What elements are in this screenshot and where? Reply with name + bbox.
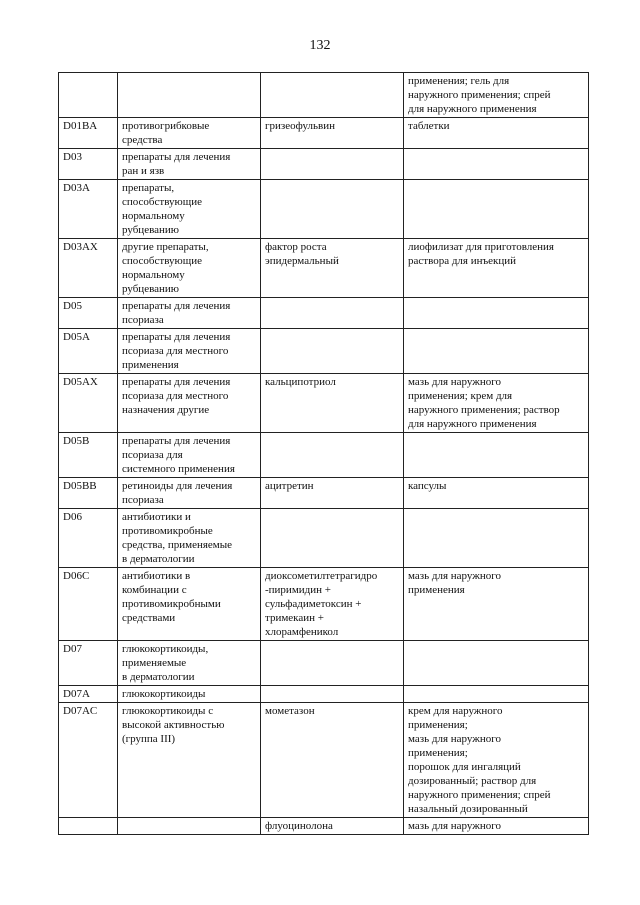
group-cell — [118, 374, 261, 433]
dosage-form-cell — [404, 73, 589, 118]
substance-cell — [261, 239, 404, 298]
group-cell-line: ран и язв — [122, 165, 165, 177]
table-row — [59, 641, 589, 686]
dosage-form-cell-line: крем для наружного — [408, 705, 503, 717]
substance-cell — [261, 149, 404, 180]
dosage-form-cell — [404, 568, 589, 641]
group-cell-line: антибиотики в — [122, 570, 191, 582]
group-cell-line: системного применения — [122, 463, 235, 475]
substance-cell-line: мометазон — [265, 705, 315, 717]
atc-code-cell: D03 — [59, 149, 118, 180]
group-cell-line: в дерматологии — [122, 671, 195, 683]
dosage-form-cell-line: применения; гель для — [408, 75, 510, 87]
dosage-form-cell-line: дозированный; раствор для — [408, 775, 537, 787]
table-body — [59, 73, 589, 835]
atc-code-cell: D05B — [59, 433, 118, 478]
group-cell — [118, 818, 261, 835]
table-row — [59, 118, 589, 149]
table-row — [59, 73, 589, 118]
substance-cell — [261, 509, 404, 568]
group-cell — [118, 239, 261, 298]
group-cell-line: (группа III) — [122, 733, 176, 745]
dosage-form-cell — [404, 374, 589, 433]
dosage-form-cell-line: применения; — [408, 719, 468, 731]
drug-table — [58, 72, 589, 835]
group-cell-line: препараты для лечения — [122, 435, 231, 447]
group-cell-line: средствами — [122, 612, 176, 624]
table-row — [59, 180, 589, 239]
atc-code-cell: D06 — [59, 509, 118, 568]
group-cell — [118, 180, 261, 239]
dosage-form-cell — [404, 329, 589, 374]
dosage-form-cell-line: мазь для наружного — [408, 820, 501, 832]
dosage-form-cell — [404, 118, 589, 149]
dosage-form-cell-line: применения; крем для — [408, 390, 513, 402]
group-cell-line: ретиноиды для лечения — [122, 480, 233, 492]
atc-code-cell: D03AX — [59, 239, 118, 298]
atc-code-cell — [59, 73, 118, 118]
group-cell — [118, 478, 261, 509]
table-row — [59, 433, 589, 478]
substance-cell — [261, 686, 404, 703]
group-cell-line: рубцеванию — [122, 224, 179, 236]
group-cell-line: противомикробными — [122, 598, 221, 610]
table-row — [59, 568, 589, 641]
group-cell — [118, 298, 261, 329]
group-cell-line: рубцеванию — [122, 283, 179, 295]
dosage-form-cell-line: применения — [408, 584, 465, 596]
table-row — [59, 329, 589, 374]
group-cell-line: назначения другие — [122, 404, 210, 416]
substance-cell — [261, 329, 404, 374]
group-cell-line: противогрибковые — [122, 120, 210, 132]
atc-code-cell: D06C — [59, 568, 118, 641]
table-row — [59, 149, 589, 180]
atc-code-cell: D07 — [59, 641, 118, 686]
substance-cell-line: флуоцинолона — [265, 820, 333, 832]
substance-cell-line: диоксометилтетрагидро — [265, 570, 378, 582]
table-row — [59, 818, 589, 835]
substance-cell — [261, 478, 404, 509]
group-cell-line: антибиотики и — [122, 511, 191, 523]
group-cell-line: противомикробные — [122, 525, 213, 537]
substance-cell-line: эпидермальный — [265, 255, 339, 267]
group-cell-line: псориаза для — [122, 449, 183, 461]
substance-cell — [261, 374, 404, 433]
dosage-form-cell — [404, 433, 589, 478]
dosage-form-cell — [404, 686, 589, 703]
dosage-form-cell-line: мазь для наружного — [408, 570, 501, 582]
group-cell-line: препараты для лечения — [122, 376, 231, 388]
group-cell — [118, 149, 261, 180]
atc-code-cell: D01BA — [59, 118, 118, 149]
dosage-form-cell-line: капсулы — [408, 480, 447, 492]
group-cell-line: препараты для лечения — [122, 300, 231, 312]
group-cell-line: препараты для лечения — [122, 151, 231, 163]
dosage-form-cell — [404, 180, 589, 239]
dosage-form-cell — [404, 478, 589, 509]
group-cell-line: комбинации с — [122, 584, 187, 596]
group-cell-line: глюкокортикоиды — [122, 688, 206, 700]
group-cell-line: применяемые — [122, 657, 187, 669]
dosage-form-cell-line: назальный дозированный — [408, 803, 528, 815]
dosage-form-cell-line: мазь для наружного — [408, 733, 501, 745]
dosage-form-cell-line: мазь для наружного — [408, 376, 501, 388]
dosage-form-cell — [404, 298, 589, 329]
substance-cell — [261, 818, 404, 835]
table-row — [59, 686, 589, 703]
substance-cell — [261, 703, 404, 818]
substance-cell — [261, 298, 404, 329]
atc-code-cell: D05AX — [59, 374, 118, 433]
table-row — [59, 703, 589, 818]
atc-code-cell: D05 — [59, 298, 118, 329]
group-cell — [118, 568, 261, 641]
substance-cell-line: сульфадиметоксин + — [265, 598, 362, 610]
dosage-form-cell — [404, 239, 589, 298]
group-cell-line: препараты для лечения — [122, 331, 231, 343]
group-cell — [118, 118, 261, 149]
group-cell — [118, 686, 261, 703]
group-cell — [118, 703, 261, 818]
group-cell — [118, 329, 261, 374]
group-cell-line: в дерматологии — [122, 553, 195, 565]
atc-code-cell: D07A — [59, 686, 118, 703]
group-cell-line: псориаза — [122, 314, 164, 326]
atc-code-cell — [59, 818, 118, 835]
dosage-form-cell — [404, 149, 589, 180]
substance-cell — [261, 118, 404, 149]
substance-cell-line: тримекаин + — [265, 612, 324, 624]
table-row — [59, 478, 589, 509]
substance-cell — [261, 568, 404, 641]
substance-cell-line: гризеофульвин — [265, 120, 335, 132]
table-row — [59, 509, 589, 568]
group-cell-line: глюкокортикоиды, — [122, 643, 209, 655]
substance-cell — [261, 433, 404, 478]
group-cell — [118, 433, 261, 478]
dosage-form-cell — [404, 641, 589, 686]
dosage-form-cell — [404, 703, 589, 818]
substance-cell-line: -пиримидин + — [265, 584, 331, 596]
table-row — [59, 239, 589, 298]
group-cell — [118, 641, 261, 686]
substance-cell-line: кальципотриол — [265, 376, 336, 388]
group-cell-line: средства — [122, 134, 163, 146]
group-cell-line: нормальному — [122, 269, 185, 281]
dosage-form-cell-line: для наружного применения — [408, 418, 537, 430]
dosage-form-cell-line: наружного применения; раствор — [408, 404, 560, 416]
group-cell-line: высокой активностью — [122, 719, 225, 731]
group-cell-line: псориаза — [122, 494, 164, 506]
substance-cell-line: ацитретин — [265, 480, 314, 492]
atc-code-cell: D05A — [59, 329, 118, 374]
group-cell-line: средства, применяемые — [122, 539, 233, 551]
dosage-form-cell — [404, 509, 589, 568]
atc-code-cell: D07AC — [59, 703, 118, 818]
table-row — [59, 298, 589, 329]
substance-cell — [261, 73, 404, 118]
dosage-form-cell-line: порошок для ингаляций — [408, 761, 521, 773]
group-cell-line: псориаза для местного — [122, 390, 229, 402]
dosage-form-cell-line: лиофилизат для приготовления — [408, 241, 554, 253]
dosage-form-cell-line: применения; — [408, 747, 468, 759]
group-cell-line: нормальному — [122, 210, 185, 222]
substance-cell — [261, 180, 404, 239]
group-cell-line: применения — [122, 359, 179, 371]
page-number: 132 — [309, 38, 331, 53]
group-cell-line: способствующие — [122, 255, 202, 267]
substance-cell — [261, 641, 404, 686]
dosage-form-cell-line: раствора для инъекций — [408, 255, 517, 267]
group-cell-line: глюкокортикоиды с — [122, 705, 214, 717]
dosage-form-cell — [404, 818, 589, 835]
group-cell — [118, 73, 261, 118]
dosage-form-cell-line: таблетки — [408, 120, 450, 132]
dosage-form-cell-line: наружного применения; спрей — [408, 89, 551, 101]
atc-code-cell: D03A — [59, 180, 118, 239]
group-cell — [118, 509, 261, 568]
substance-cell-line: хлорамфеникол — [265, 626, 339, 638]
table-row — [59, 374, 589, 433]
group-cell-line: псориаза для местного — [122, 345, 229, 357]
group-cell-line: способствующие — [122, 196, 202, 208]
group-cell-line: препараты, — [122, 182, 175, 194]
group-cell-line: другие препараты, — [122, 241, 209, 253]
dosage-form-cell-line: наружного применения; спрей — [408, 789, 551, 801]
substance-cell-line: фактор роста — [265, 241, 327, 253]
atc-code-cell: D05BB — [59, 478, 118, 509]
dosage-form-cell-line: для наружного применения — [408, 103, 537, 115]
